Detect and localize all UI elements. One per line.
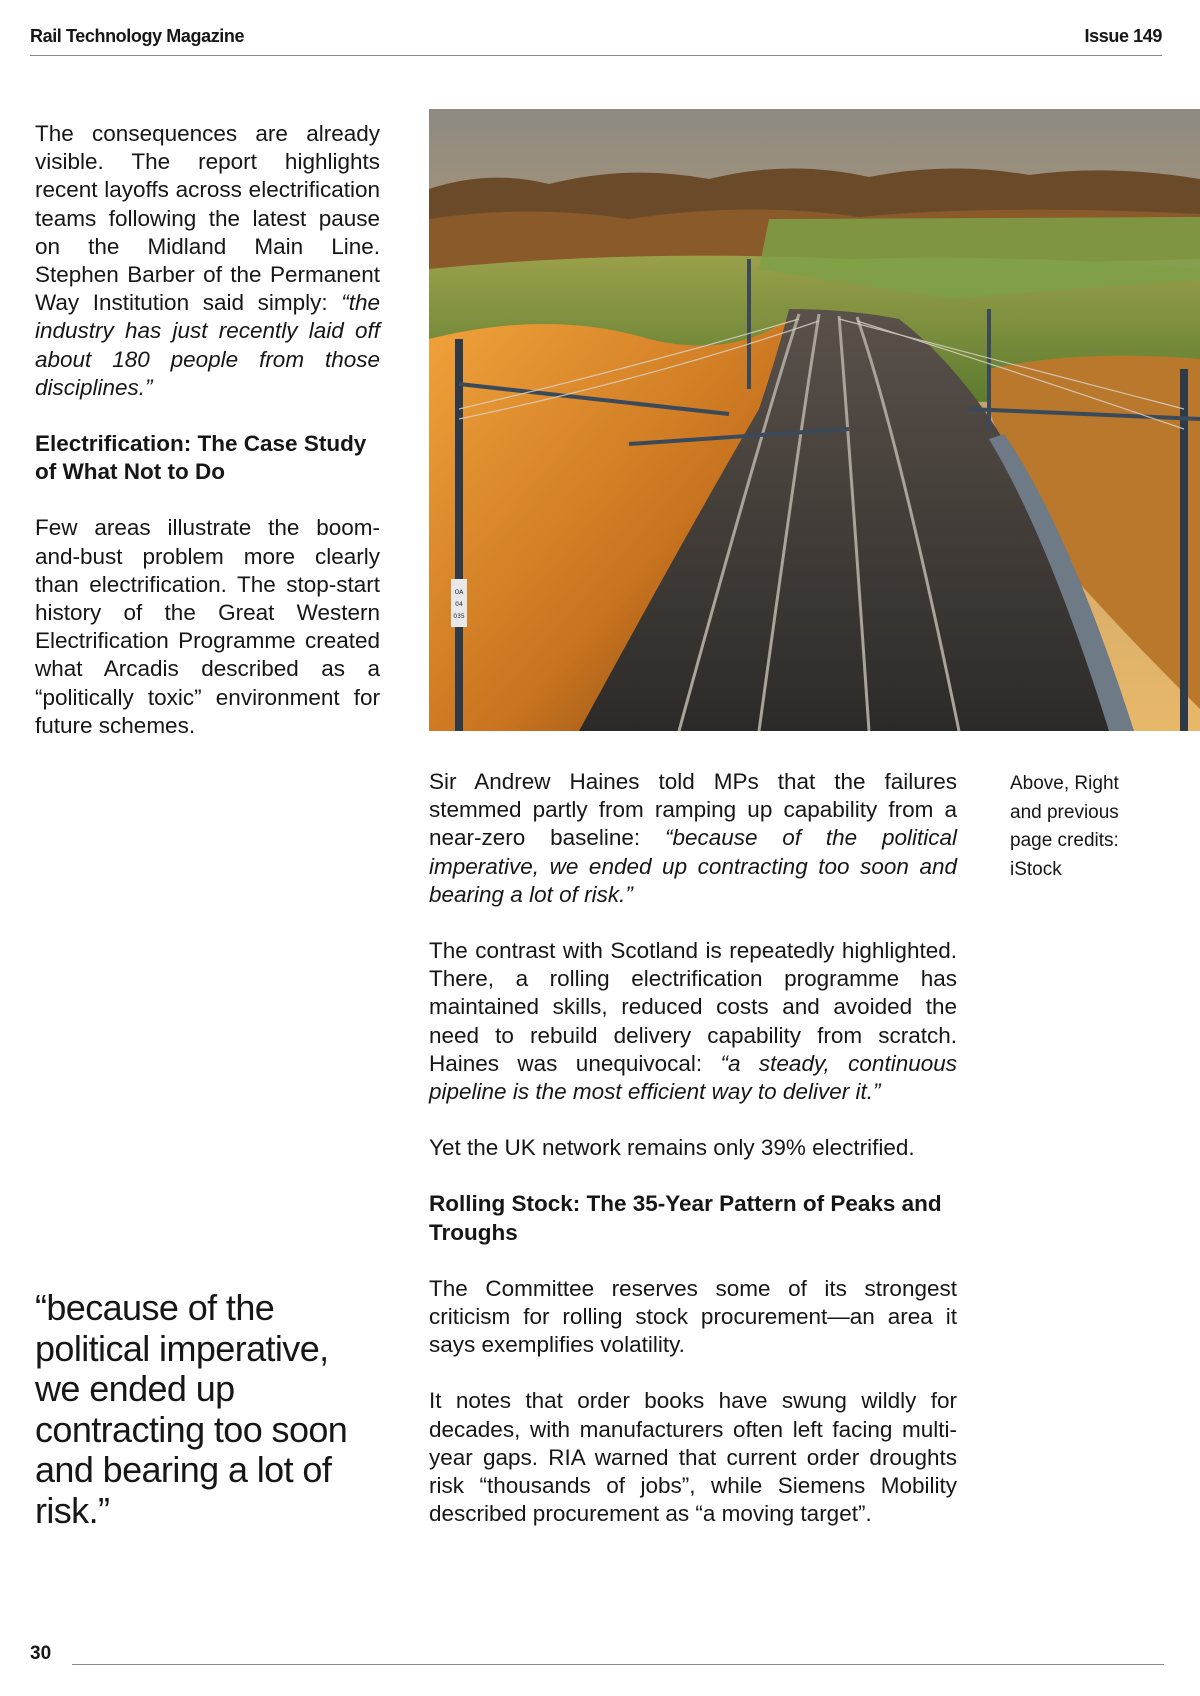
left-paragraph-2: Few areas illustrate the boom-and-bust problem more clearly than electrification. The stop-start history of the Great Western Electrification Programme created what Arcadis described as a “politically toxic” environment for future schemes. [35,515,380,738]
photo-caption: Above, Right and previous page credits: iStock [1010,773,1119,880]
left-column [35,120,380,768]
main-column [429,768,957,1556]
mast-plate-label: OA [454,589,464,596]
left-paragraph-1 [35,120,380,402]
main-paragraph-2-text: The contrast with Scotland is repeatedly highlighted. There, a rolling electrification programme has maintained skills, reduced costs and avoided the need to rebuild delivery capability from scratch. Haines was unequivocal: [429,938,957,1076]
pull-quote: “because of the political imperative, we ended up contracting too soon and bearing a lot of risk.” [35,1287,348,1531]
railway-photo-icon [429,109,1200,731]
svg-text:04: 04 [455,601,463,608]
main-paragraph-5: It notes that order books have swung wildly for decades, with manufacturers often left facing multi-year gaps. RIA warned that current order droughts risk “thousands of jobs”, while Siemens Mobility described procurement as “a moving target”. [429,1388,957,1527]
left-paragraph-1-text: The consequences are already visible. The report highlights recent layoffs across electrification teams following the latest pause on the Midland Main Line. Stephen Barber of the Permanent Way Institution said simply: [35,121,380,316]
main-paragraph-2-quote: “a steady, continuous pipeline is the most efficient way to deliver it.” [429,1050,957,1105]
rolling-stock-heading: Rolling Stock: The 35-Year Pattern of Peaks and Troughs [429,1191,942,1245]
page-number: 30 [30,1643,52,1664]
svg-text:035: 035 [453,613,465,620]
main-paragraph-1 [429,768,957,909]
magazine-title: Rail Technology Magazine [30,26,245,46]
main-paragraph-1-quote: “because of the political imperative, we ended up contracting too soon and bearing a lot of risk.” [429,825,957,907]
header-divider [30,55,1162,56]
electrification-heading: Electrification: The Case Study of What Not to Do [35,431,367,485]
main-paragraph-1-text: Sir Andrew Haines told MPs that the failures stemmed partly from ramping up capability from a near-zero baseline: [429,769,957,851]
issue-number: Issue 149 [1084,26,1162,46]
main-paragraph-3: Yet the UK network remains only 39% electrified. [429,1135,915,1161]
main-paragraph-4: The Committee reserves some of its strongest criticism for rolling stock procurement—an area it says exemplifies volatility. [429,1275,957,1358]
main-paragraph-2 [429,937,957,1106]
footer-divider [72,1664,1164,1665]
railway-photo [429,109,1200,731]
left-paragraph-1-quote: “the industry has just recently laid off about 180 people from those disciplines.” [35,290,380,400]
